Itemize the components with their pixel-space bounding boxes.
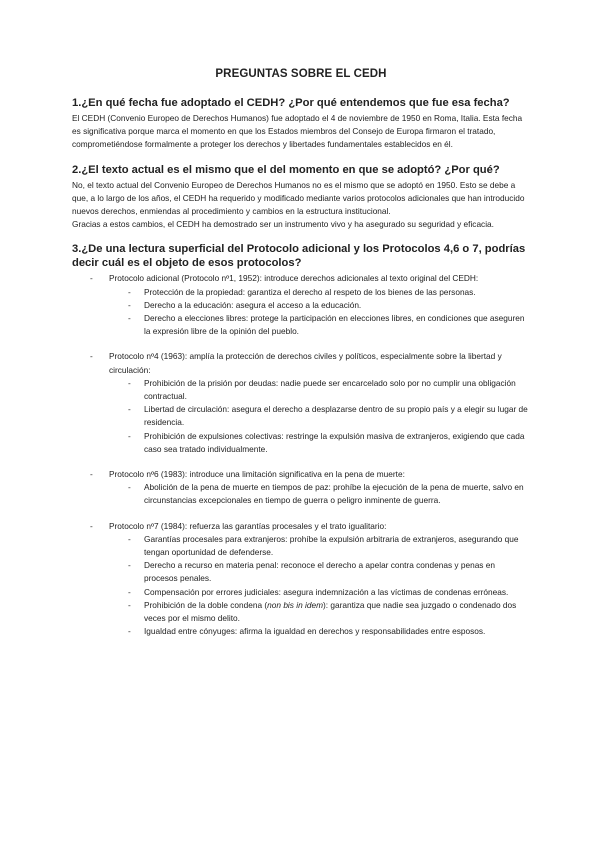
latin-term: non bis in idem [267, 599, 323, 610]
question-1-heading: 1.¿En qué fecha fue adoptado el CEDH? ¿Por qué entendemos que fue esa fecha? [72, 97, 510, 109]
list-item: - Derecho a elecciones libres: protege la participación en elecciones libres, en condiciones que aseguren la expresión libre de la opinión del pueblo. [109, 312, 530, 338]
list-item: - Derecho a la educación: asegura el acceso a la educación. [109, 299, 530, 312]
question-2-answer: No, el texto actual del Convenio Europeo de Derechos Humanos no es el mismo que se adoptó en 1950. Esto se debe a que, a lo largo de los años, el CEDH ha requerido y modificado mediante varios protocolos adicionales que han introducido nuevos derechos, enmiendas al procedimiento y cambios en la estructura institucional. [72, 179, 525, 217]
question-1-answer: El CEDH (Convenio Europeo de Derechos Humanos) fue adoptado el 4 de noviembre de 1950 en Roma, Italia. Esta fecha es significativa porque marca el momento en que los Estados miembros del Consejo de Europa firmaron el tratado, comprometiéndose formalmente a proteger los derechos y libertades fundamentales establecidos en él. [72, 113, 523, 150]
list-item: - Derecho a recurso en materia penal: reconoce el derecho a apelar contra condenas y penas en procesos penales. [109, 559, 530, 585]
list-item [109, 599, 530, 625]
protocol-list [72, 272, 530, 638]
list-item: - Prohibición de la prisión por deudas: nadie puede ser encarcelado solo por no cumplir una obligación contractual. [109, 377, 530, 403]
protocol-4 [72, 350, 530, 456]
question-2-heading: 2.¿El texto actual es el mismo que el del momento en que se adoptó? ¿Por qué? [72, 163, 500, 176]
protocol-7-items [109, 533, 530, 639]
item-text-post: ): garantiza que nadie sea juzgado o condenado dos veces por el mismo delito. [144, 599, 517, 624]
protocol-7 [72, 520, 530, 639]
question-2 [72, 163, 530, 232]
item-text-pre: Prohibición de la doble condena ( [144, 599, 268, 610]
question-2-answer-conclusion: Gracias a estos cambios, el CEDH ha demostrado ser un instrumento vivo y ha asegurado su seguridad y eficacia. [72, 219, 494, 230]
list-item: - Protección de la propiedad: garantiza el derecho al respeto de los bienes de las personas. [109, 286, 530, 299]
protocol-1-text: Protocolo adicional (Protocolo nº1, 1952): introduce derechos adicionales al texto original del CEDH: [109, 273, 479, 284]
protocol-6-text: Protocolo nº6 (1983): introduce una limitación significativa en la pena de muerte: [109, 469, 405, 480]
protocol-1-items [109, 286, 530, 339]
list-item: - Libertad de circulación: asegura el derecho a desplazarse dentro de su propio país y a elegir su lugar de residencia. [109, 403, 530, 429]
list-item: - Igualdad entre cónyuges: afirma la igualdad en derechos y responsabilidades entre esposos. [109, 625, 530, 638]
protocol-4-items [109, 377, 530, 456]
protocol-6-items [109, 481, 530, 507]
question-3-heading: 3.¿De una lectura superficial del Protocolo adicional y los Protocolos 4,6 o 7, podrías decir cuál es el objeto de esos protocolos? [72, 243, 526, 270]
list-item: - Abolición de la pena de muerte en tiempos de paz: prohíbe la ejecución de la pena de muerte, salvo en circunstancias excepcionales en tiempo de guerra o peligro inminente de guerra. [109, 481, 530, 507]
document-title: PREGUNTAS SOBRE EL CEDH [215, 68, 387, 80]
list-item: - Garantías procesales para extranjeros: prohíbe la expulsión arbitraria de extranjeros, asegurando que tengan oportunidad de defenderse. [109, 533, 530, 559]
protocol-4-text: Protocolo nº4 (1963): amplía la protección de derechos civiles y políticos, especialmente sobre la libertad y circulación: [109, 351, 502, 375]
list-item: - Prohibición de expulsiones colectivas: restringe la expulsión masiva de extranjeros, exigiendo que cada caso sea tratado individualmente. [109, 430, 530, 456]
protocol-1 [72, 272, 530, 338]
protocol-7-text: Protocolo nº7 (1984): refuerza las garantías procesales y el trato igualitario: [109, 520, 387, 531]
list-item: - Compensación por errores judiciales: asegura indemnización a las víctimas de condenas erróneas. [109, 586, 530, 599]
question-3 [72, 242, 530, 638]
question-1 [72, 96, 530, 152]
protocol-6 [72, 468, 530, 508]
